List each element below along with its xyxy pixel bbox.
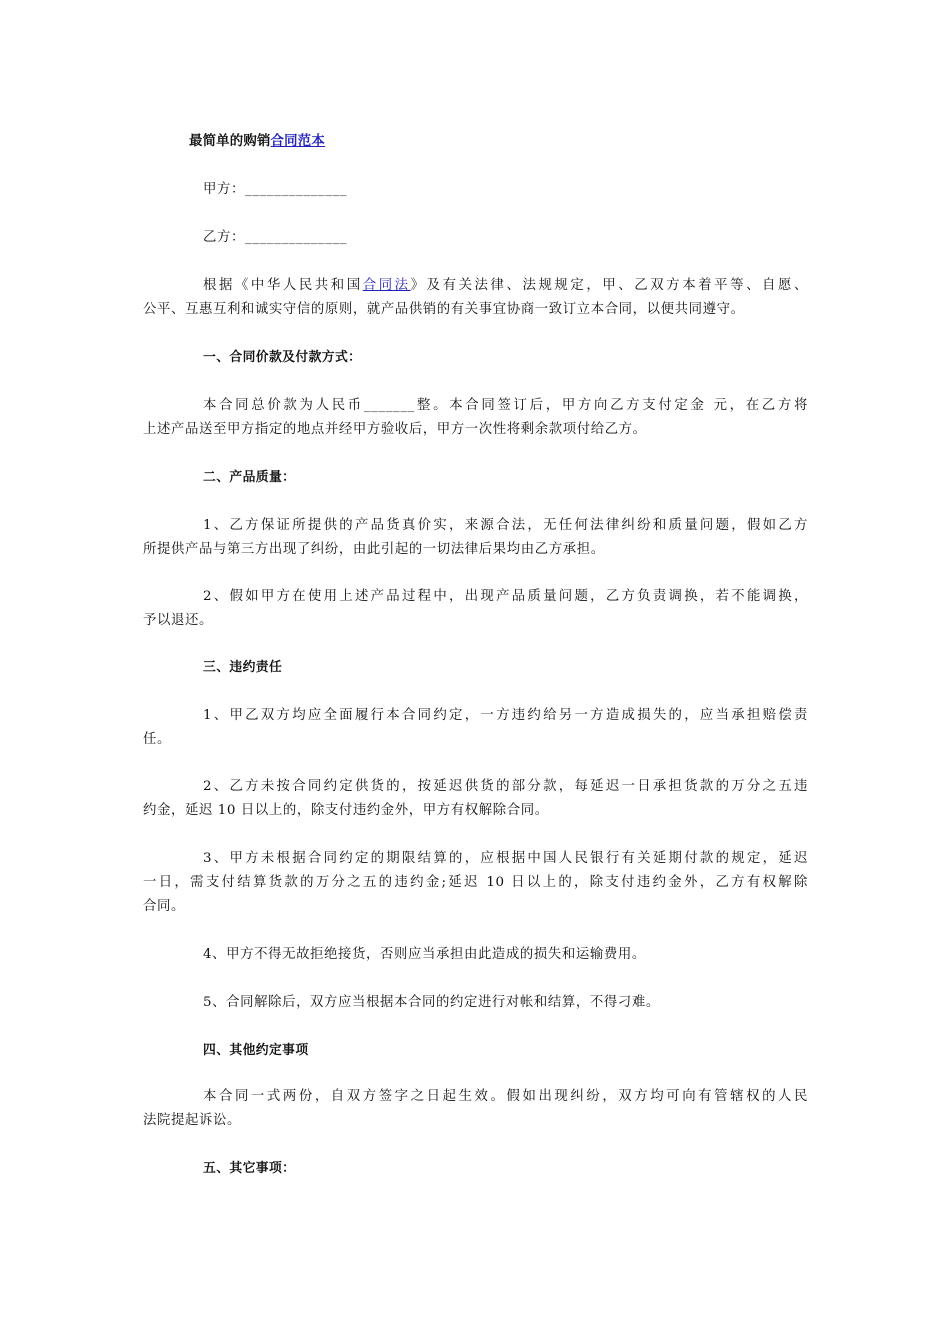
section-5-heading [143,1157,868,1181]
party-a [143,178,868,202]
paragraph-line: 上述产品送至甲方指定的地点并经甲方验收后，甲方一次性将剩余款项付给乙方。 [143,422,647,437]
paragraph-line: 一日，需支付结算货款的万分之五的违约金;延迟 10 日以上的，除支付违约金外，乙方有权解除 [143,875,808,890]
paragraph-line: 合同。 [143,899,185,914]
title-text: 最简单的购销 [189,134,271,149]
paragraph-line: 法院提起诉讼。 [143,1113,241,1128]
party-a-line: 甲方：______________ [203,182,348,197]
intro-text-2: 》及有关法律、法规规定，甲、乙双方本着平等、自愿、 [410,278,808,293]
section-heading: 四、其他约定事项 [203,1043,309,1058]
paragraph-line: 4、甲方不得无故拒绝接货，否则应当承担由此造成的损失和运输费用。 [203,947,646,962]
section-3-paragraph-3 [143,847,808,919]
intro-line-2: 公平、互惠互利和诚实守信的原则，就产品供销的有关事宜协商一致订立本合同，以便共同遵守。 [143,302,745,317]
section-heading: 五、其它事项： [203,1161,296,1176]
section-4-paragraph [143,1085,808,1133]
paragraph-line: 3、甲方未根据合同约定的期限结算的，应根据中国人民银行有关延期付款的规定，延迟 [203,851,808,866]
intro-text-1: 根据《中华人民共和国 [203,278,363,293]
section-heading: 二、产品质量： [203,470,296,485]
section-3-paragraph-2 [143,775,808,823]
paragraph-line: 本合同总价款为人民币_______整。本合同签订后，甲方向乙方支付定金 元，在乙方将 [203,398,808,413]
paragraph-line: 1、乙方保证所提供的产品货真价实，来源合法，无任何法律纠纷和质量问题，假如乙方 [203,518,808,533]
section-heading: 三、违约责任 [203,660,283,675]
paragraph-line: 5、合同解除后，双方应当根据本合同的约定进行对帐和结算，不得刁难。 [203,995,660,1010]
section-2-heading [143,466,868,490]
paragraph-line: 2、乙方未按合同约定供货的，按延迟供货的部分款，每延迟一日承担货款的万分之五违 [203,779,808,794]
paragraph-line: 约金，延迟 10 日以上的，除支付违约金外，甲方有权解除合同。 [143,803,549,818]
section-4-heading [143,1039,868,1063]
paragraph-line: 所提供产品与第三方出现了纠纷，由此引起的一切法律后果均由乙方承担。 [143,542,605,557]
section-2-paragraph-2 [143,585,808,633]
section-1-paragraph [143,394,808,442]
document-title [143,130,868,154]
paragraph-line: 予以退还。 [143,613,213,628]
section-heading: 一、合同价款及付款方式： [203,350,362,365]
section-3-paragraph-5 [143,991,808,1015]
paragraph-line: 2、假如甲方在使用上述产品过程中，出现产品质量问题，乙方负责调换，若不能调换， [203,589,808,604]
section-3-heading [143,656,868,680]
section-1-heading [143,346,868,370]
contract-law-link[interactable]: 合同法 [362,278,411,293]
section-3-paragraph-1 [143,704,808,752]
section-3-paragraph-4 [143,943,808,967]
intro-paragraph [143,274,808,322]
paragraph-line: 本合同一式两份，自双方签字之日起生效。假如出现纠纷，双方均可向有管辖权的人民 [203,1089,808,1104]
paragraph-line: 1、甲乙双方均应全面履行本合同约定，一方违约给另一方造成损失的，应当承担赔偿责 [203,708,808,723]
title-link[interactable]: 合同范本 [270,134,325,149]
paragraph-line: 任。 [143,732,171,747]
party-b-line: 乙方：______________ [203,230,348,245]
party-b [143,226,868,250]
section-2-paragraph-1 [143,514,808,562]
